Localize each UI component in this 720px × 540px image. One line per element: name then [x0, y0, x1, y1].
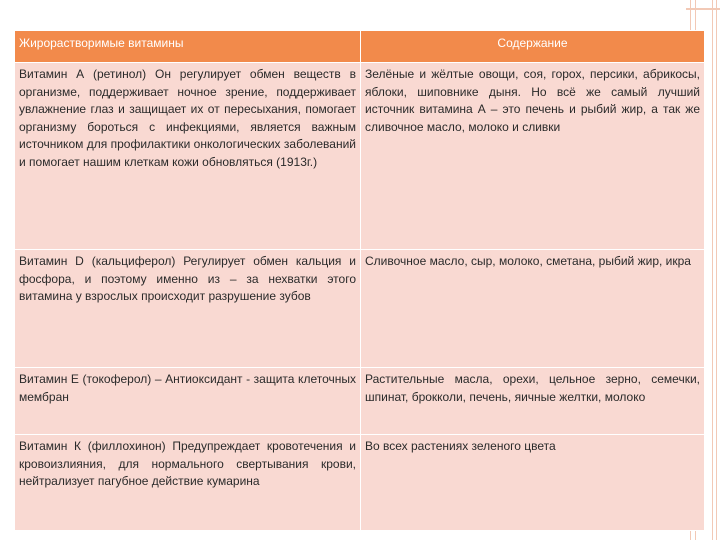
decorative-line — [712, 0, 713, 540]
header-content: Содержание — [361, 31, 705, 63]
vitamin-cell: Витамин Е (токоферол) – Антиоксидант - защита клеточных мембран — [15, 368, 361, 435]
table-row — [15, 435, 705, 531]
table-header-row — [15, 31, 705, 63]
sources-cell: Сливочное масло, сыр, молоко, сметана, рыбий жир, икра — [361, 250, 705, 368]
decorative-line — [716, 0, 717, 540]
header-fat-soluble-vitamins: Жирорастворимые витамины — [15, 31, 361, 63]
vitamins-table — [14, 30, 705, 531]
decorative-top-line — [686, 8, 720, 10]
sources-cell: Растительные масла, орехи, цельное зерно, семечки, шпинат, брокколи, печень, яичные желтки, молоко — [361, 368, 705, 435]
table-row — [15, 368, 705, 435]
vitamin-cell: Витамин А (ретинол) Он регулирует обмен веществ в организме, поддерживает ночное зрение, поддерживает увлажнение глаз и защищает их от пересыхания, помогает организму бороться с инфекциями, является важным источником для профилактики онкологических заболеваний и помогает нашим клеткам кожи обновляться (1913г.) — [15, 63, 361, 250]
table-row — [15, 63, 705, 250]
vitamin-cell: Витамин D (кальциферол) Регулирует обмен кальция и фосфора, и поэтому именно из – за нехватки этого витамина у взрослых происходит разрушение зубов — [15, 250, 361, 368]
sources-cell: Во всех растениях зеленого цвета — [361, 435, 705, 531]
vitamin-cell: Витамин К (филлохинон) Предупреждает кровотечения и кровоизлияния, для нормального свертывания крови, нейтрализует пагубное действие кумарина — [15, 435, 361, 531]
table-row — [15, 250, 705, 368]
sources-cell: Зелёные и жёлтые овощи, соя, горох, персики, абрикосы, яблоки, шиповнике дыня. Но всё же самый лучший источник витамина А – это печень и рыбий жир, а так же сливочное масло, молоко и сливки — [361, 63, 705, 250]
